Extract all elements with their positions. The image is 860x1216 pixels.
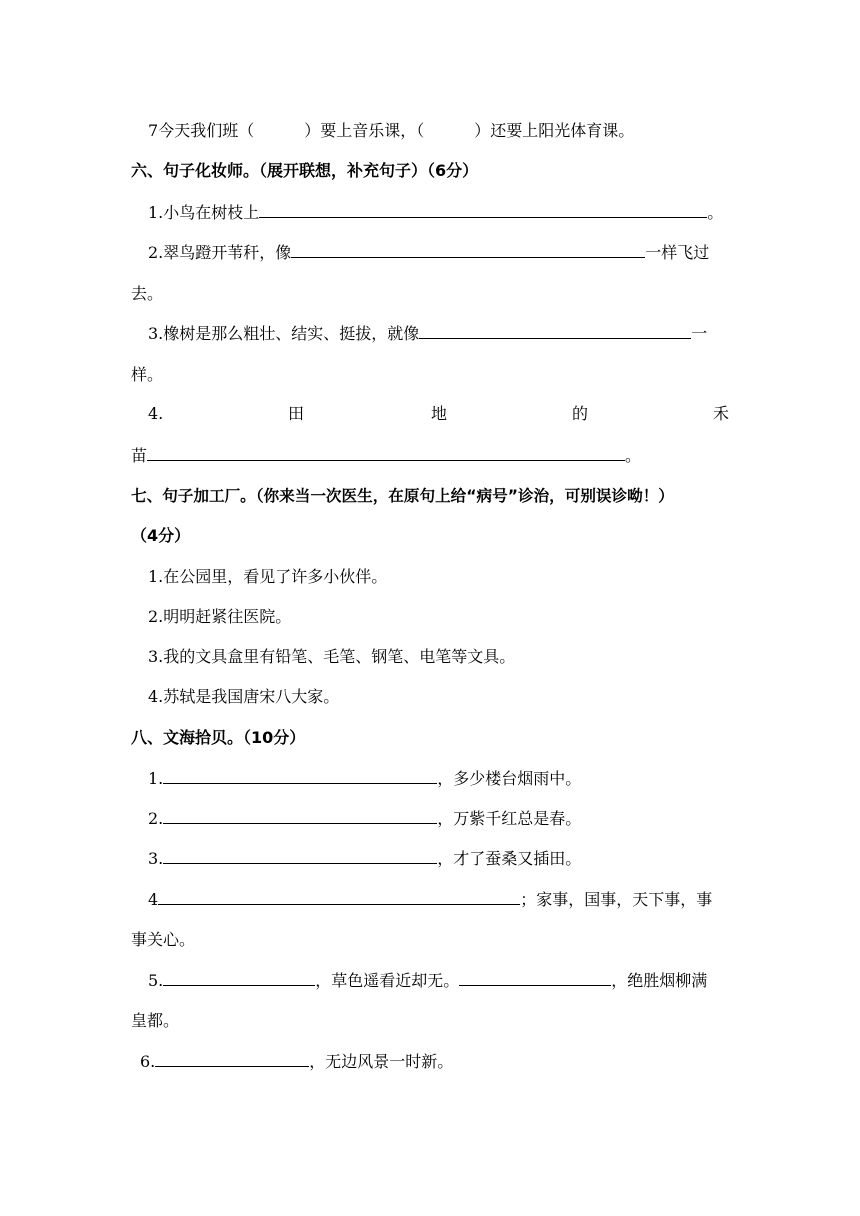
section-6-item-4-word-4: 禾 (713, 404, 730, 423)
item-number: 5. (148, 971, 164, 990)
section-8-item-3 (148, 847, 581, 870)
section-8-item-4-cont: 事关心。 (131, 930, 196, 949)
item-number: 6. (140, 1052, 156, 1071)
item-text: ，无边风景一时新。 (309, 1052, 454, 1071)
item-text: ；家事，国事，天下事，事 (520, 890, 713, 909)
item-text: ，多少楼台烟雨中。 (437, 769, 582, 788)
section-8-item-2 (148, 807, 581, 830)
item-number: 2. (148, 809, 164, 828)
item-text: 3.橡树是那么粗壮、结实、挺拔，就像 (148, 324, 420, 343)
item-end: 。 (707, 203, 724, 222)
section-8-item-1 (148, 767, 581, 790)
section-7-item-1: 1.在公园里，看见了许多小伙伴。 (148, 567, 388, 586)
answer-blank[interactable] (158, 888, 520, 905)
section-7-item-4: 4.苏轼是我国唐宋八大家。 (148, 687, 340, 706)
answer-blank[interactable] (163, 969, 315, 986)
section-6-item-4-word-2: 地 (431, 404, 448, 423)
section-8-item-5-cont: 皇都。 (131, 1011, 180, 1030)
answer-blank[interactable] (291, 241, 645, 258)
answer-blank[interactable] (259, 201, 707, 218)
section-7-item-2: 2.明明赶紧往医院。 (148, 607, 292, 626)
item-end: 。 (625, 446, 642, 465)
section-6-item-4-cont (131, 444, 641, 467)
section-7-title: 七、句子加工厂。（你来当一次医生，在原句上给“病号”诊治，可别误诊呦！） (131, 487, 674, 505)
item-end: 一样飞过 (645, 243, 710, 262)
section-6-title: 六、句子化妆师。（展开联想，补充句子）（6分） (131, 161, 479, 180)
question-7-line (148, 120, 634, 142)
item-text: ，才了蚕桑又插田。 (437, 849, 582, 868)
answer-blank[interactable] (163, 847, 437, 864)
section-8-item-5 (148, 969, 707, 992)
answer-blank[interactable] (155, 1050, 309, 1067)
section-8-item-4 (148, 888, 712, 911)
section-6-item-4-word-3: 的 (572, 404, 589, 423)
item-number: 4 (148, 890, 159, 909)
item-text: 苗 (131, 446, 148, 465)
section-6-item-2 (148, 241, 709, 264)
section-7-item-3: 3.我的文具盒里有铅笔、毛笔、钢笔、电笔等文具。 (148, 647, 516, 666)
item-text: 2.翠鸟蹬开苇秆，像 (148, 243, 292, 262)
item-number: 1. (148, 769, 164, 788)
section-7-score: （4分） (131, 526, 191, 545)
item-text: ，万紫千红总是春。 (437, 809, 582, 828)
item-number: 3. (148, 849, 164, 868)
question-7-number: 7 (148, 121, 159, 140)
answer-blank[interactable] (459, 969, 611, 986)
answer-blank[interactable] (147, 444, 625, 461)
section-6-item-1 (148, 201, 723, 224)
section-6-item-3 (148, 322, 707, 345)
answer-blank[interactable] (163, 807, 437, 824)
item-text: ，草色遥看近却无。 (315, 971, 460, 990)
answer-blank[interactable] (419, 322, 691, 339)
question-7-text-b: ）要上音乐课，（ (304, 121, 425, 140)
section-6-item-2-cont: 去。 (131, 284, 164, 303)
section-8-item-6 (140, 1050, 453, 1073)
item-end: 一 (691, 324, 708, 343)
answer-blank[interactable] (163, 767, 437, 784)
section-6-item-4-num: 4. (148, 404, 164, 423)
question-7-text-a: 今天我们班（ (158, 121, 255, 140)
section-8-title: 八、文海拾贝。（10分） (131, 728, 306, 747)
item-text-2: ，绝胜烟柳满 (611, 971, 708, 990)
section-6-item-3-cont: 样。 (131, 365, 164, 384)
section-6-item-4-word-1: 田 (288, 404, 305, 423)
item-text: 1.小鸟在树枝上 (148, 203, 260, 222)
question-7-text-c: ）还要上阳光体育课。 (474, 121, 635, 140)
